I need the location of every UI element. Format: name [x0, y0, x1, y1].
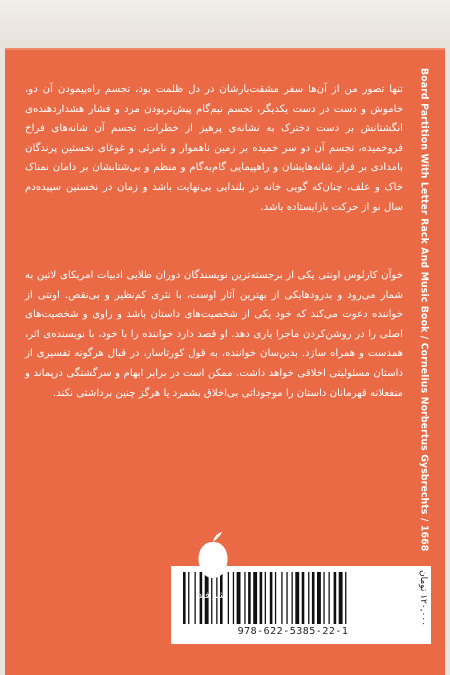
- isbn-number: 978-622-5385-22-1: [237, 626, 349, 637]
- publisher-logo-icon: [193, 528, 233, 588]
- price-strip: [415, 566, 431, 644]
- blurb-paragraph-2: خوآن کارلوس اونتی یکی از برجسته‌ترین نویسندگان دوران طلایی ادبیات امریکای لاتین به شمار می‌رود و بدرود‌هایکی از بهترین آثار اوست، با نثری کم‌نظیر و بی‌نقص. اونتی از خواننده دعوت می‌کند که خود یکی از شخصیت‌های داستان باشد و راوی و شخصیت‌های اصلی را در روشن‌کردن ماجرا یاری دهد. او قصد دارد خواننده را با خود، با نویسنده‌ی اثر، همدست و همراه سازد. بدین‌سان خواننده، به قول کورتاسار، در قبال هرگونه تفسیری از داستان مسئولیتی اخلاقی خواهد داشت. ممکن است در برابر ابهام و سرگشتگی درپماند و منفعلانه قهرمانان داستان را موجوداتی بی‌اخلاق بشمرد یا هرگز چنین برداشتی نکند.: [25, 270, 403, 399]
- price-label: ۱۲۰,۰۰۰ تومان: [418, 570, 428, 627]
- cover-art-credit: Board Partition With Letter Rack And Music Book / Cornelius Norbertus Gysbrechts / 1668: [418, 68, 430, 552]
- publisher-name: نشر فند: [197, 591, 229, 601]
- cover-credit-vertical: [415, 68, 433, 552]
- background-top: [0, 0, 450, 48]
- top-edge-line: [5, 48, 445, 50]
- blurb-paragraph-1: تنها تصور من از آن‌ها سفر مشقت‌بارشان در دل ظلمت بود، تجسم راه‌پیمودن آن دو، خاموش و دست در دست یکدیگر، تجسم نیم‌گام پیش‌تربودن مرد و فشار هشداردهنده‌ی انگشتانش بر دست دخترک به نشانه‌ی پرهیز از خطرات، تجسم آن شانه‌های فراخ فروخمیده، تجسم آن دو سر خمیده بر زمین ناهموار و نامرئی و غوغای نخستین پرندگان بامدادی بر فراز شانه‌هایشان و راهپیمایی گام‌به‌گام و منظم و بی‌شتابشان بر دامان نمناک خاک و علف، چنان‌که گویی خانه در بلندایی بی‌نهایت باشد و زمان در نخستین سپیده‌دم سال نو از حرکت بازایستاده باشد.: [25, 84, 403, 213]
- book-back-cover: [5, 48, 445, 675]
